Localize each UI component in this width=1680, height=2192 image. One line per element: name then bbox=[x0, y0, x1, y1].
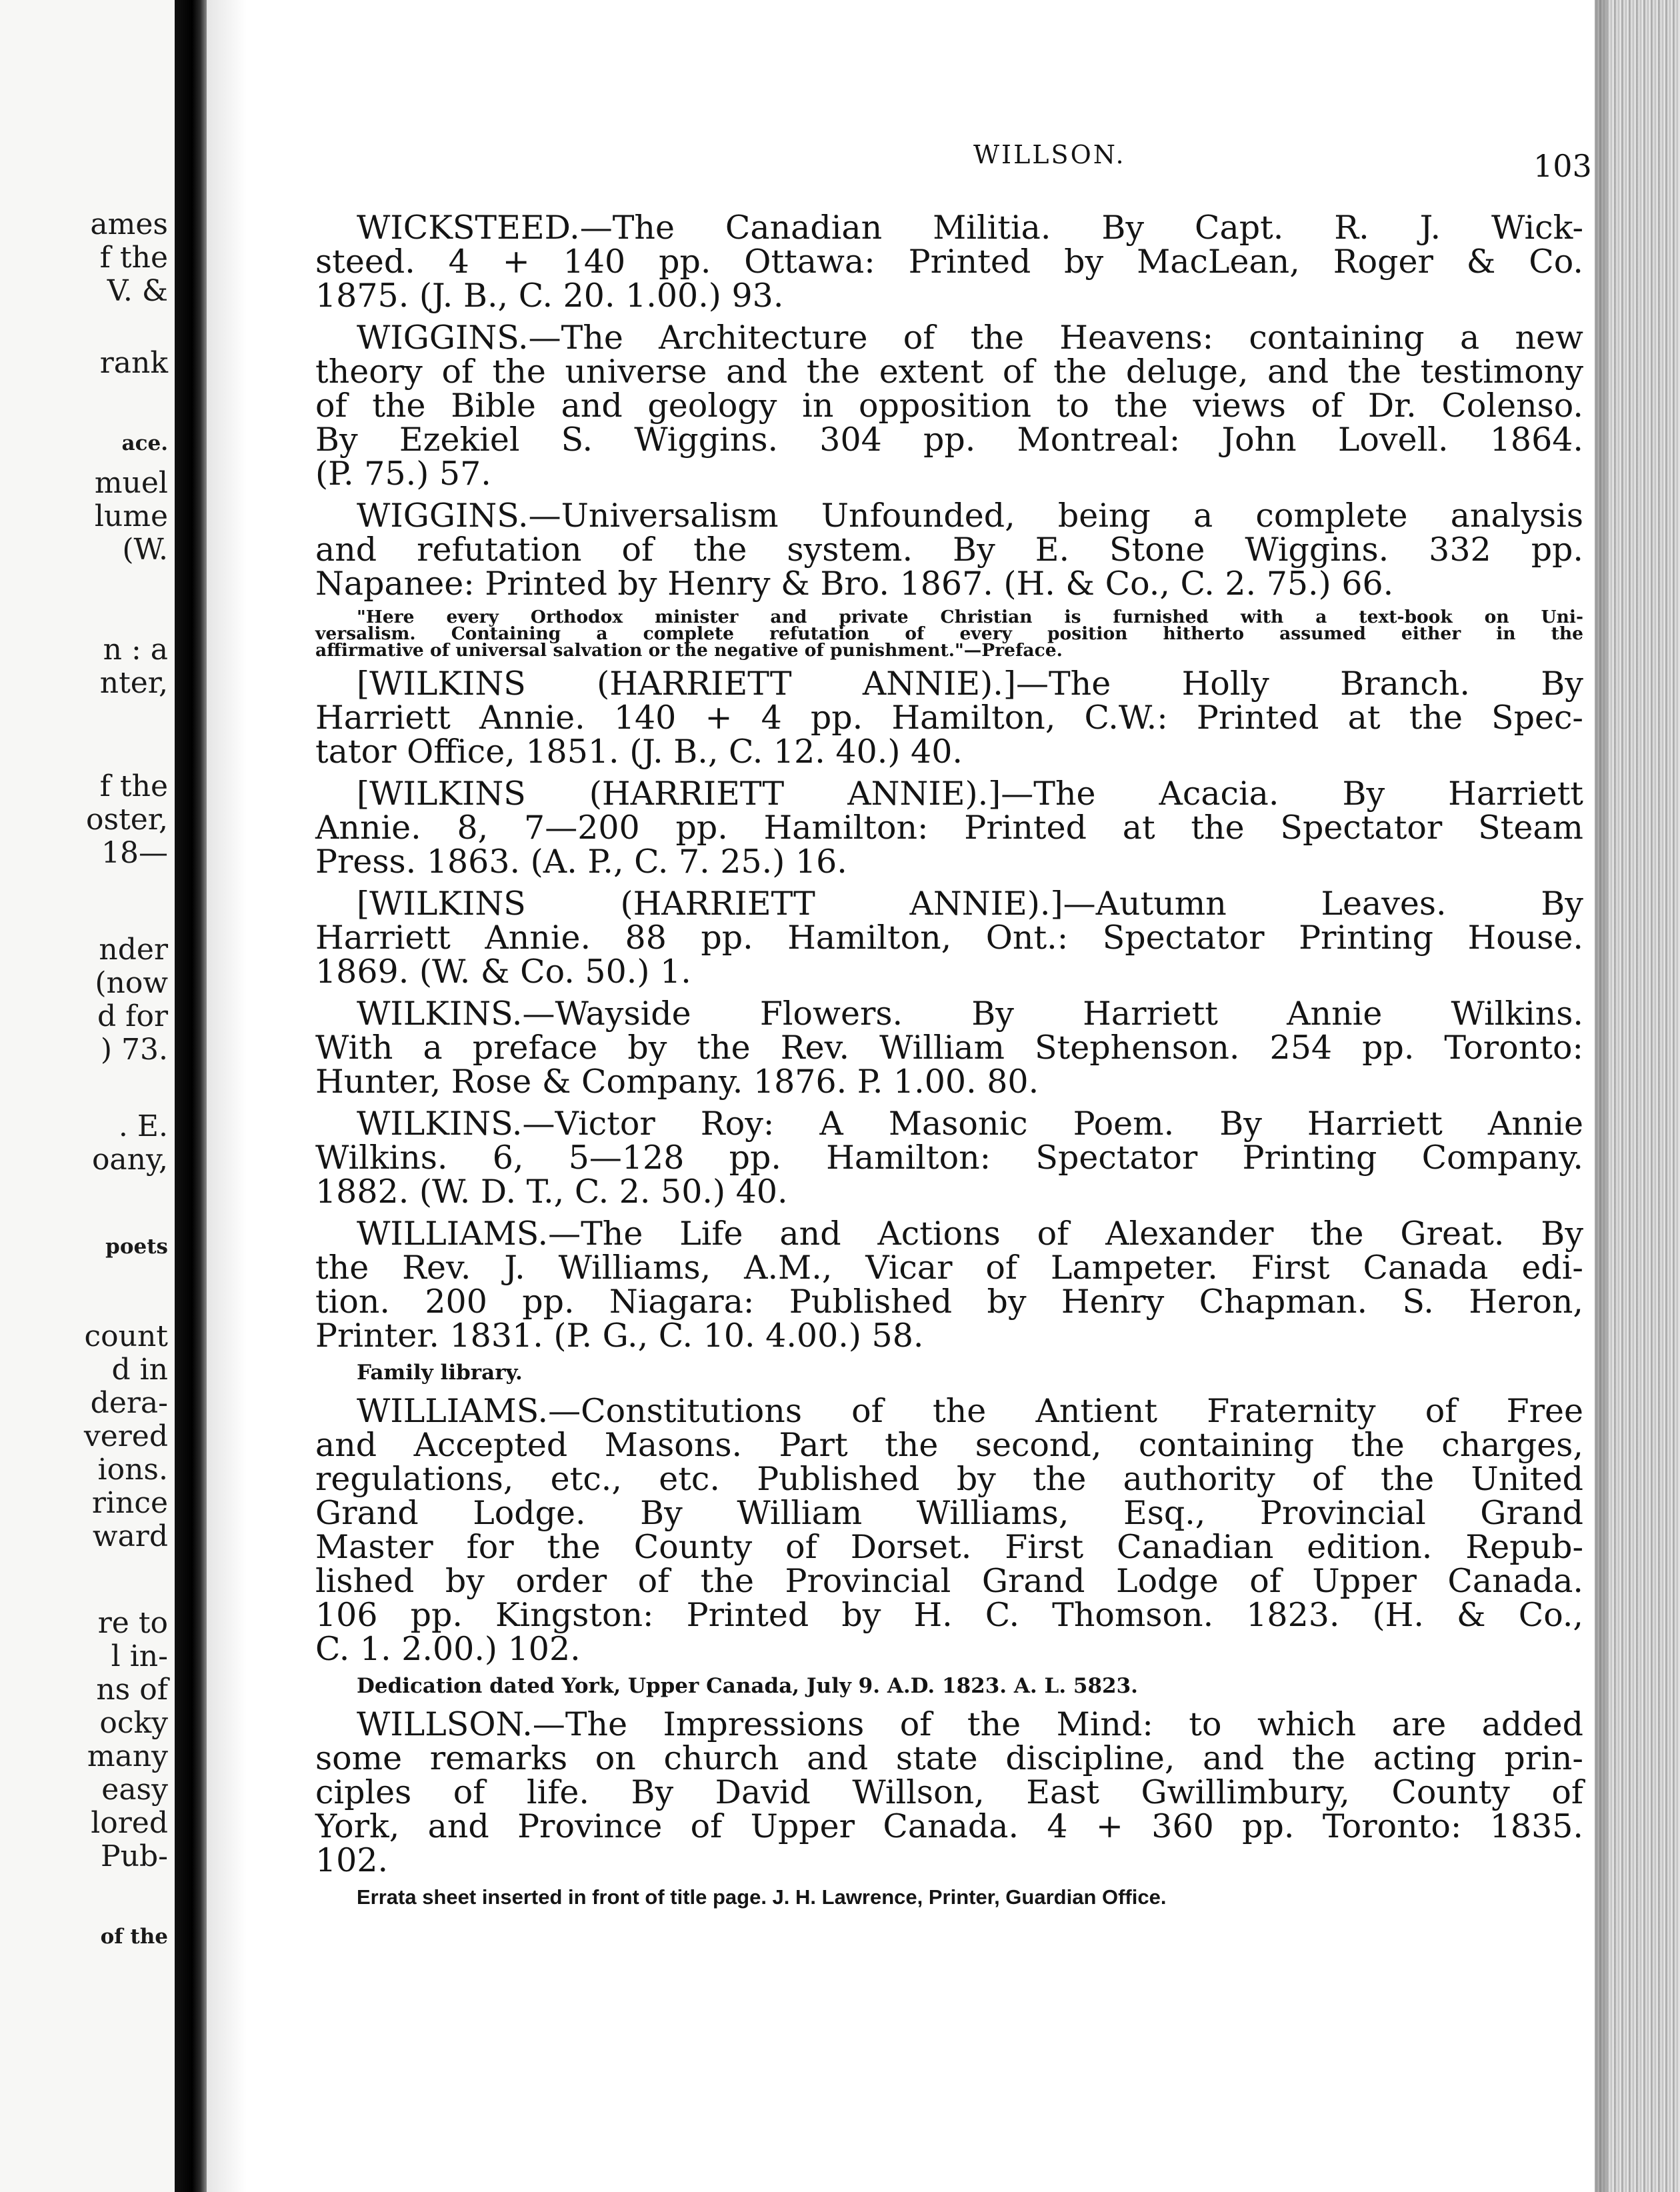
left-page-line: nter, bbox=[99, 666, 168, 700]
entry-heading-line: WILLIAMS.—The Life and Actions of Alexander the Great. By bbox=[357, 1215, 1583, 1253]
left-page-line: ace. bbox=[121, 431, 168, 455]
left-page-line: (now bbox=[95, 966, 168, 1000]
entry-line: the Rev. J. Williams, A.M., Vicar of Lampeter. First Canada edi- bbox=[315, 1249, 1583, 1287]
entry-quote-note bbox=[315, 609, 1583, 659]
left-page-line: rince bbox=[91, 1486, 168, 1520]
entry-heading-line: WILKINS.—Wayside Flowers. By Harriett Annie Wilkins. bbox=[357, 995, 1583, 1033]
entry-note: Dedication dated York, Upper Canada, July 9. A.D. 1823. A. L. 5823. bbox=[357, 1674, 1138, 1698]
left-page-line: lored bbox=[91, 1806, 168, 1840]
bibliography-entry bbox=[315, 887, 1583, 989]
bibliography-entry bbox=[315, 1217, 1583, 1386]
left-page-fragment bbox=[0, 0, 175, 2192]
left-page-line: (W. bbox=[122, 533, 168, 567]
left-page-line: poets bbox=[105, 1235, 168, 1259]
bibliography-entry bbox=[315, 997, 1583, 1099]
entry-heading-line: WICKSTEED.—The Canadian Militia. By Capt. R. J. Wick- bbox=[357, 209, 1583, 247]
entry-line: tator Office, 1851. (J. B., C. 12. 40.) 40. bbox=[315, 733, 963, 771]
entry-line: Wilkins. 6, 5—128 pp. Hamilton: Spectator Printing Company. bbox=[315, 1139, 1583, 1177]
entry-heading-line: WILKINS.—Victor Roy: A Masonic Poem. By Harriett Annie bbox=[357, 1105, 1583, 1143]
entry-line: ciples of life. By David Willson, East Gwillimbury, County of bbox=[315, 1773, 1583, 1811]
left-page-line: f the bbox=[99, 769, 168, 803]
entry-line: 1869. (W. & Co. 50.) 1. bbox=[315, 953, 691, 991]
left-page-line: n : a bbox=[103, 633, 168, 667]
entry-line: and Accepted Masons. Part the second, containing the charges, bbox=[315, 1426, 1583, 1464]
page-number: 103 bbox=[1533, 148, 1592, 184]
entry-heading-line: [WILKINS (HARRIETT ANNIE).]—The Holly Branch. By bbox=[357, 665, 1583, 703]
left-page-line: f the bbox=[99, 241, 168, 275]
left-page-line: ions. bbox=[97, 1453, 168, 1487]
entry-line: of the Bible and geology in opposition to the views of Dr. Colenso. bbox=[315, 387, 1583, 425]
left-page-line: muel bbox=[94, 466, 168, 500]
left-page-line: d for bbox=[97, 999, 168, 1033]
bibliography-entry bbox=[315, 1107, 1583, 1209]
running-head: WILLSON. bbox=[973, 140, 1126, 169]
left-page-line: V. & bbox=[107, 274, 168, 308]
entry-line: Harriett Annie. 140 + 4 pp. Hamilton, C.W.: Printed at the Spec- bbox=[315, 699, 1583, 737]
entry-line: some remarks on church and state discipline, and the acting prin- bbox=[315, 1739, 1583, 1777]
left-page-line: ames bbox=[90, 207, 168, 241]
entry-line: Napanee: Printed by Henry & Bro. 1867. (H. & Co., C. 2. 75.) 66. bbox=[315, 565, 1394, 603]
entry-heading-line: WIGGINS.—The Architecture of the Heavens: containing a new bbox=[357, 319, 1583, 357]
bibliography-entry bbox=[315, 777, 1583, 879]
left-page-line: dera- bbox=[90, 1386, 168, 1420]
left-page-line: ) 73. bbox=[100, 1033, 168, 1067]
entry-line: York, and Province of Upper Canada. 4 + 360 pp. Toronto: 1835. bbox=[315, 1807, 1583, 1845]
note-line: affirmative of universal salvation or the negative of punishment."—Preface. bbox=[315, 640, 1063, 661]
page-block-edge bbox=[1595, 0, 1680, 2192]
entry-line: Master for the County of Dorset. First Canadian edition. Repub- bbox=[315, 1528, 1583, 1566]
entry-line: (P. 75.) 57. bbox=[315, 455, 491, 493]
entry-line: Annie. 8, 7—200 pp. Hamilton: Printed at the Spectator Steam bbox=[315, 809, 1583, 847]
left-page-line: easy bbox=[101, 1773, 168, 1807]
left-page-line: count bbox=[84, 1319, 168, 1353]
left-page-line: d in bbox=[111, 1353, 168, 1387]
left-page-line: of the bbox=[100, 1925, 168, 1949]
left-page-line: nder bbox=[99, 933, 168, 967]
entry-line: 1882. (W. D. T., C. 2. 50.) 40. bbox=[315, 1173, 788, 1211]
left-page-line: vered bbox=[83, 1419, 168, 1453]
entry-line: steed. 4 + 140 pp. Ottawa: Printed by MacLean, Roger & Co. bbox=[315, 243, 1583, 281]
book-gutter bbox=[175, 0, 207, 2192]
entry-note: Errata sheet inserted in front of title page. J. H. Lawrence, Printer, Guardian Office. bbox=[357, 1885, 1167, 1909]
left-page-line: . E. bbox=[118, 1109, 168, 1143]
left-page-line: ocky bbox=[99, 1706, 168, 1740]
entry-line: 102. bbox=[315, 1841, 389, 1879]
entry-heading-line: [WILKINS (HARRIETT ANNIE).]—Autumn Leaves. By bbox=[357, 885, 1583, 923]
entry-line: Hunter, Rose & Company. 1876. P. 1.00. 80. bbox=[315, 1063, 1039, 1101]
entry-line: and refutation of the system. By E. Stone Wiggins. 332 pp. bbox=[315, 531, 1583, 569]
entry-heading-line: WILLIAMS.—Constitutions of the Antient Fraternity of Free bbox=[357, 1392, 1583, 1430]
entry-line: tion. 200 pp. Niagara: Published by Henry Chapman. S. Heron, bbox=[315, 1283, 1583, 1321]
entry-line: Press. 1863. (A. P., C. 7. 25.) 16. bbox=[315, 843, 847, 881]
left-page-line: oany, bbox=[91, 1143, 168, 1177]
left-page-line: ns of bbox=[96, 1673, 168, 1707]
entry-heading-line: WILLSON.—The Impressions of the Mind: to which are added bbox=[357, 1705, 1583, 1743]
note-line: versalism. Containing a complete refutation of every position hitherto assumed either in the bbox=[315, 623, 1583, 644]
entry-line: By Ezekiel S. Wiggins. 304 pp. Montreal: John Lovell. 1864. bbox=[315, 421, 1583, 459]
bibliography-entry bbox=[315, 1394, 1583, 1699]
main-page bbox=[207, 0, 1595, 2192]
entry-line: 106 pp. Kingston: Printed by H. C. Thomson. 1823. (H. & Co., bbox=[315, 1596, 1583, 1634]
bibliography-entry bbox=[315, 211, 1583, 313]
left-page-line: re to bbox=[97, 1606, 168, 1640]
left-page-line: 18— bbox=[101, 836, 168, 870]
entry-heading-line: WIGGINS.—Universalism Unfounded, being a complete analysis bbox=[357, 497, 1583, 535]
entry-line: lished by order of the Provincial Grand Lodge of Upper Canada. bbox=[315, 1562, 1583, 1600]
entry-note: Family library. bbox=[357, 1361, 523, 1385]
entry-line: With a preface by the Rev. William Stephenson. 254 pp. Toronto: bbox=[315, 1029, 1583, 1067]
entry-line: 1875. (J. B., C. 20. 1.00.) 93. bbox=[315, 277, 784, 315]
entry-heading-line: [WILKINS (HARRIETT ANNIE).]—The Acacia. By Harriett bbox=[357, 775, 1583, 813]
entry-line: Grand Lodge. By William Williams, Esq., Provincial Grand bbox=[315, 1494, 1583, 1532]
left-page-line: rank bbox=[99, 346, 168, 380]
left-page-line: lume bbox=[94, 499, 168, 533]
entry-line: C. 1. 2.00.) 102. bbox=[315, 1630, 581, 1668]
bibliography-entry bbox=[315, 667, 1583, 769]
left-page-line: ward bbox=[92, 1519, 168, 1553]
note-line: "Here every Orthodox minister and private Christian is furnished with a text-book on Uni- bbox=[357, 607, 1583, 627]
bibliography-entry bbox=[315, 321, 1583, 491]
page-edge-shadow bbox=[1595, 0, 1607, 2192]
left-page-line: Pub- bbox=[101, 1839, 168, 1873]
left-page-line: many bbox=[87, 1739, 168, 1773]
left-page-line: l in- bbox=[111, 1639, 168, 1673]
left-page-line: oster, bbox=[86, 803, 168, 837]
entry-line: Printer. 1831. (P. G., C. 10. 4.00.) 58. bbox=[315, 1317, 924, 1355]
entry-line: theory of the universe and the extent of the deluge, and the testimony bbox=[315, 353, 1583, 391]
bibliography-entry bbox=[315, 1707, 1583, 1911]
entry-line: Harriett Annie. 88 pp. Hamilton, Ont.: Spectator Printing House. bbox=[315, 919, 1583, 957]
entry-line: regulations, etc., etc. Published by the authority of the United bbox=[315, 1460, 1583, 1498]
bibliography-entries bbox=[315, 211, 1583, 1919]
bibliography-entry bbox=[315, 499, 1583, 659]
